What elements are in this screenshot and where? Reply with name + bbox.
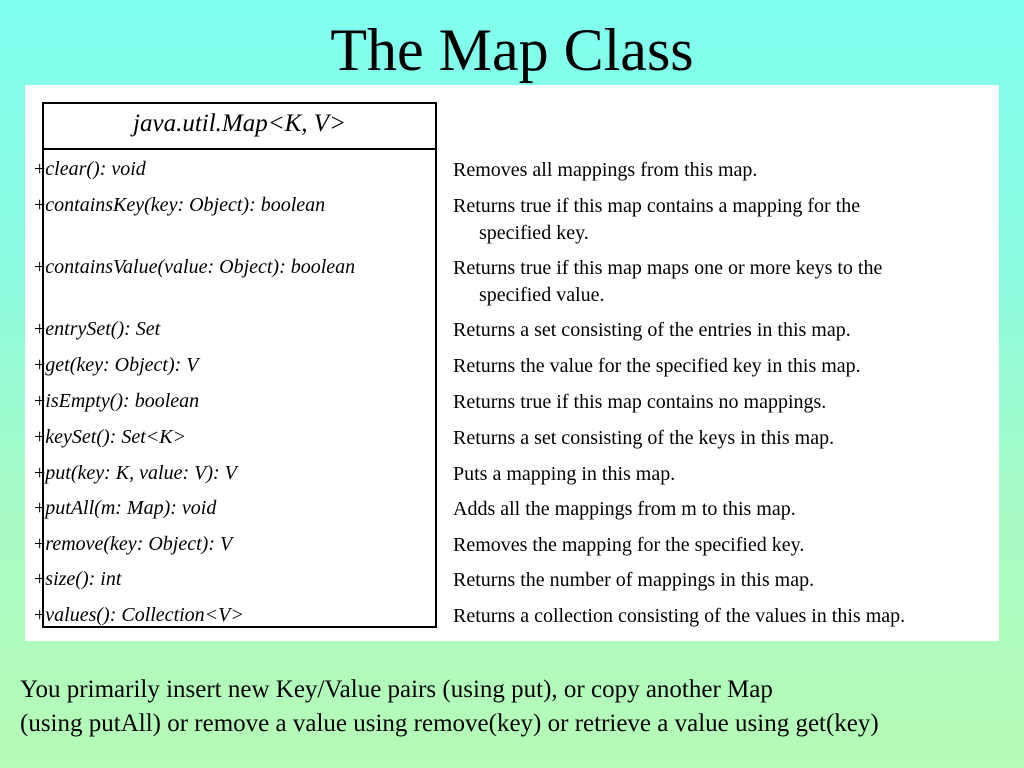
description-line: Returns the value for the specified key in this map.	[453, 355, 861, 377]
method-description	[453, 353, 861, 380]
method-description	[453, 461, 675, 488]
method-visibility: +	[34, 604, 46, 626]
method-visibility: +	[34, 354, 46, 376]
method-signature: size(): int	[45, 568, 122, 590]
method-visibility: +	[34, 462, 46, 484]
method-visibility: +	[34, 158, 46, 180]
method-visibility: +	[34, 497, 46, 519]
description-line: Adds all the mappings from m to this map.	[453, 498, 796, 520]
footer-line-2: (using putAll) or remove a value using remove(key) or retrieve a value using get(key)	[20, 710, 879, 737]
description-line: Returns true if this map contains no mappings.	[453, 391, 827, 413]
method-description	[453, 496, 796, 523]
footer-line-1: You primarily insert new Key/Value pairs (using put), or copy another Map	[20, 676, 773, 703]
method-row	[34, 603, 244, 627]
method-row	[34, 317, 160, 341]
description-line: Returns a set consisting of the entries in this map.	[453, 319, 851, 341]
content-panel	[25, 85, 999, 641]
method-row	[34, 353, 199, 377]
method-row	[34, 425, 186, 449]
method-signature: containsValue(value: Object): boolean	[45, 256, 356, 278]
method-signature: containsKey(key: Object): boolean	[45, 194, 326, 216]
description-line: Removes the mapping for the specified key.	[453, 534, 805, 556]
method-signature: isEmpty(): boolean	[45, 390, 200, 412]
method-signature: put(key: K, value: V): V	[45, 462, 237, 484]
method-row	[34, 532, 232, 556]
method-visibility: +	[34, 390, 46, 412]
method-description	[453, 532, 804, 559]
method-signature: entrySet(): Set	[45, 318, 161, 340]
method-visibility: +	[34, 194, 46, 216]
description-line: Returns true if this map contains a mapping for the	[453, 195, 861, 217]
method-signature: values(): Collection<V>	[45, 604, 244, 626]
description-continuation: specified value.	[479, 284, 605, 306]
method-visibility: +	[34, 318, 46, 340]
method-signature: get(key: Object): V	[45, 354, 199, 376]
method-row	[34, 496, 216, 520]
method-description	[453, 603, 905, 630]
method-visibility: +	[34, 568, 46, 590]
method-signature: remove(key: Object): V	[45, 533, 233, 555]
description-line: Puts a mapping in this map.	[453, 463, 676, 485]
method-description	[453, 425, 834, 452]
slide-title: The Map Class	[330, 17, 694, 83]
method-row	[34, 193, 325, 217]
method-visibility: +	[34, 256, 46, 278]
description-line: Returns true if this map maps one or more keys to the	[453, 257, 883, 279]
method-description	[453, 193, 860, 247]
method-visibility: +	[34, 426, 46, 448]
method-signature: putAll(m: Map): void	[45, 497, 217, 519]
method-description	[453, 567, 814, 594]
description-continuation: specified key.	[479, 222, 589, 244]
method-row	[34, 157, 146, 181]
uml-class-name: java.util.Map<K, V>	[44, 104, 435, 150]
footer-note	[20, 673, 1010, 741]
method-signature: keySet(): Set<K>	[45, 426, 187, 448]
description-line: Removes all mappings from this map.	[453, 159, 758, 181]
method-signature: clear(): void	[45, 158, 146, 180]
method-row	[34, 255, 355, 279]
description-line: Returns the number of mappings in this map.	[453, 569, 815, 591]
method-description	[453, 157, 757, 184]
method-description	[453, 255, 882, 309]
method-description	[453, 389, 826, 416]
description-line: Returns a set consisting of the keys in this map.	[453, 427, 835, 449]
method-visibility: +	[34, 533, 46, 555]
method-description	[453, 317, 851, 344]
description-line: Returns a collection consisting of the values in this map.	[453, 605, 906, 627]
method-row	[34, 389, 199, 413]
method-row	[34, 567, 121, 591]
method-row	[34, 461, 237, 485]
